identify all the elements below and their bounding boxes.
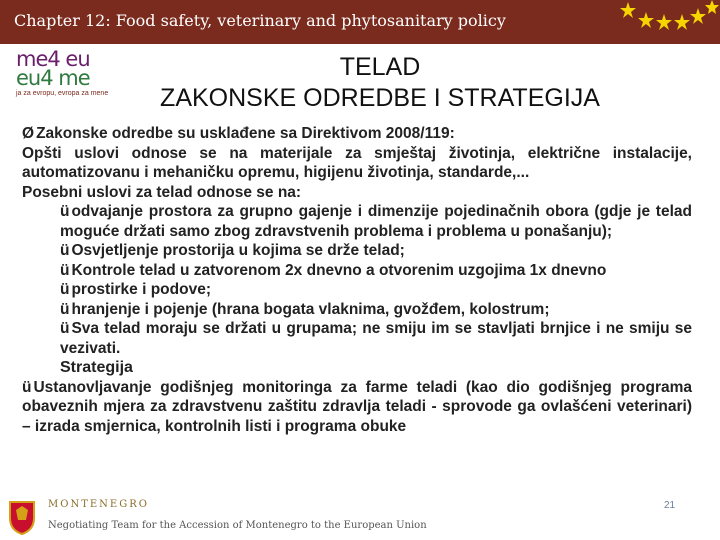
check-bullet-icon: ü	[60, 320, 70, 337]
check-bullet-icon: ü	[22, 378, 32, 396]
footer-team: Negotiating Team for the Accession of Montenegro to the European Union	[48, 520, 427, 531]
logo-line-1: me4 eu	[16, 47, 90, 71]
slide-body	[22, 124, 692, 436]
logo-tagline: ja za evropu, evropa za mene	[16, 90, 109, 97]
check-bullet-icon: ü	[60, 261, 70, 279]
special-conditions-intro: Posebni uslovi za telad odnose se na:	[22, 183, 302, 201]
title-line-1: TELAD	[339, 53, 421, 81]
list-item: ü Sva telad moraju se držati u grupama; ne smiju im se stavljati brnjice i ne smiju se vezivati.	[60, 320, 692, 357]
strategy-heading: Strategija	[60, 359, 133, 376]
list-item: ü Osvjetljenje prostorija u kojima se drže telad;	[60, 242, 405, 259]
chapter-title: Chapter 12: Food safety, veterinary and phytosanitary policy	[14, 11, 506, 30]
lead-bullet	[22, 124, 692, 144]
check-bullet-icon: ü	[60, 281, 70, 298]
footer-country: MONTENEGRO	[48, 499, 149, 510]
arrow-bullet-icon: Ø	[22, 125, 35, 142]
logo-line-2: eu4 me	[16, 66, 90, 90]
list-item: ü prostirke i podove;	[60, 281, 211, 298]
general-conditions: Opšti uslovi odnose se na materijale za smještaj životinja, električne instalacije, automatizovanu i mehaničku opremu, higijenu životinja, standarde,...	[22, 144, 692, 181]
check-bullet-icon: ü	[60, 300, 70, 318]
check-bullet-icon: ü	[60, 242, 70, 259]
list-item: ü hranjenje i pojenje (hrana bogata vlaknima, gvožđem, kolostrum;	[60, 300, 550, 318]
lead-text: Zakonske odredbe su usklađene sa Direktivom 2008/119:	[36, 125, 455, 142]
title-line-2: ZAKONSKE ODREDBE I STRATEGIJA	[160, 84, 600, 112]
page-number: 21	[664, 500, 676, 511]
slide-header	[0, 0, 720, 44]
me4eu-logo	[16, 47, 109, 98]
check-bullet-icon: ü	[60, 203, 70, 220]
list-item: ü Kontrole telad u zatvorenom 2x dnevno a otvorenim uzgojima 1x dnevno	[60, 261, 607, 279]
list-item: ü odvajanje prostora za grupno gajenje i dimenzije pojedinačnih obora (gdje je telad moguće držati samo zbog zdravstvenih problema i problema u ponašanju);	[60, 203, 692, 240]
montenegro-crest-icon	[4, 496, 40, 536]
strategy-text: ü Ustanovljavanje godišnjeg monitoringa za farme teladi (kao dio godišnjeg programa obaveznih mjera za zdravstvenu zaštitu zdravlja teladi - sprovode ga ovlašćeni veterinari) – izrada smjernica, kontrolnih listi i programa obuke	[22, 378, 692, 435]
eu-stars-icon	[614, 0, 720, 34]
slide-title	[122, 52, 638, 114]
slide-footer	[0, 492, 720, 540]
